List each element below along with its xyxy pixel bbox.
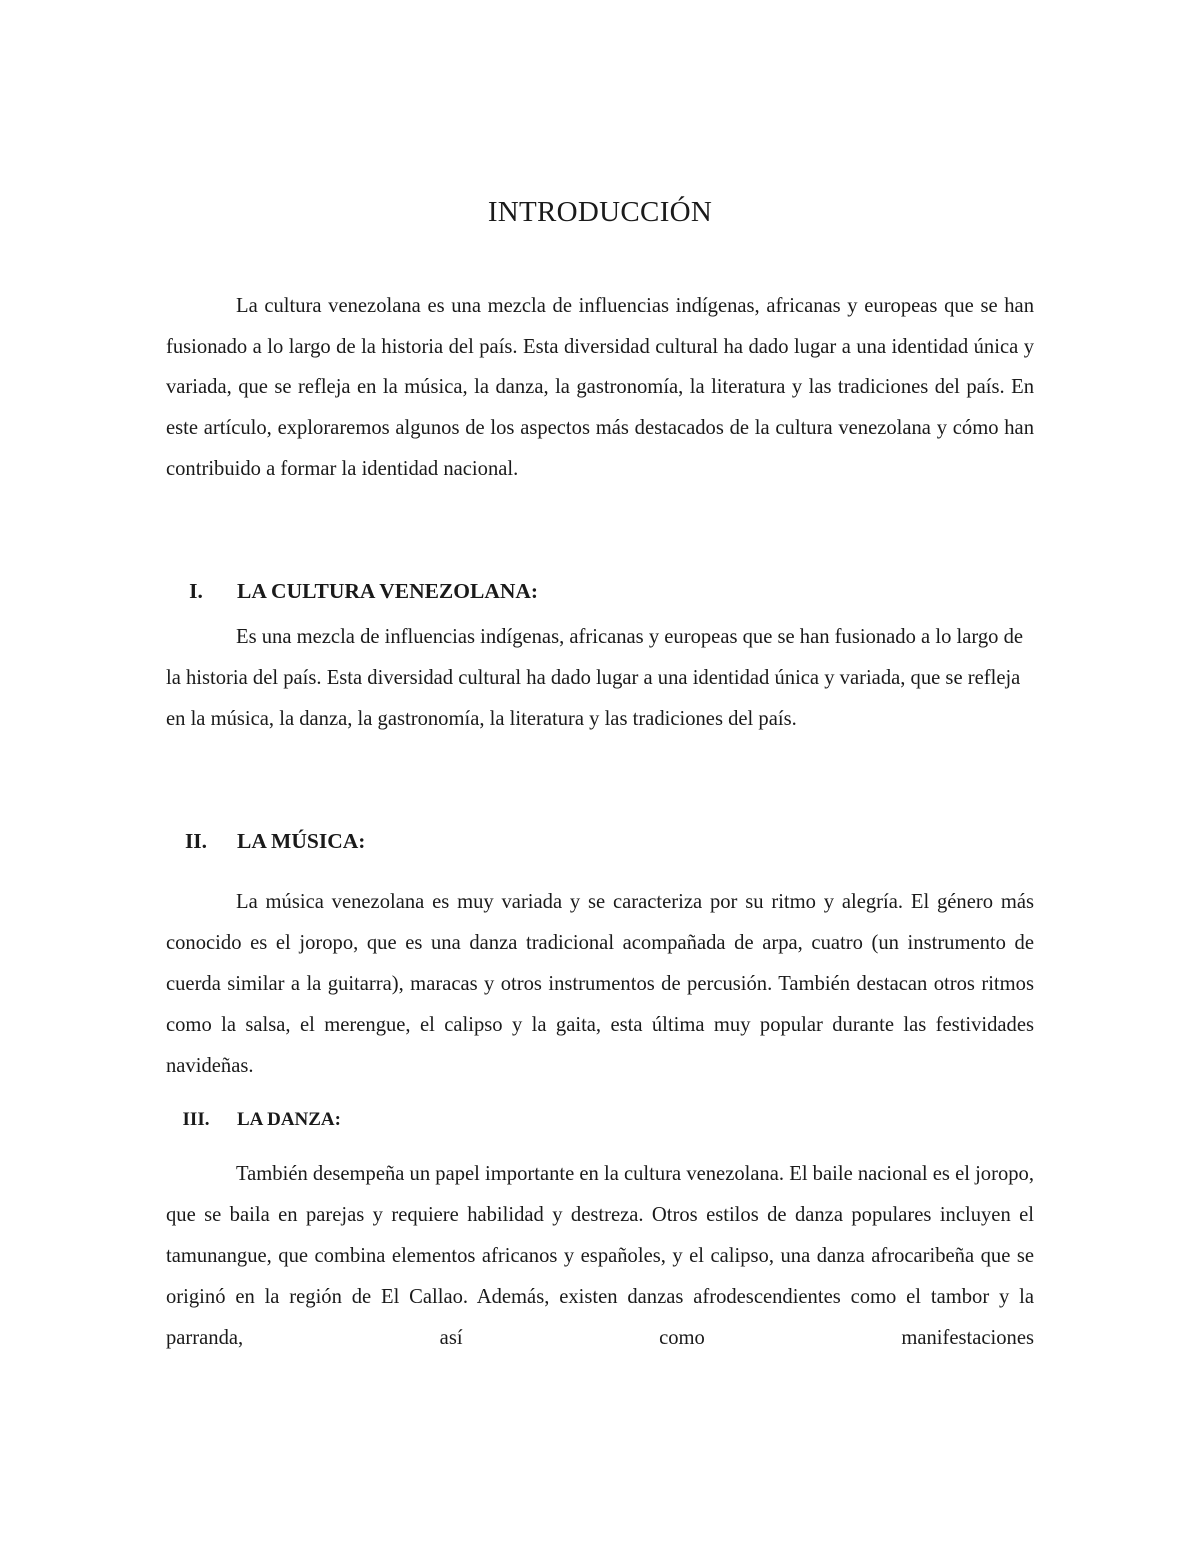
section-body-1: Es una mezcla de influencias indígenas, africanas y europeas que se han fusionado a lo largo de la historia del país. Esta diversidad cultural ha dado lugar a una identidad única y variada, que se refleja en la música, la danza, la gastronomía, la literatura y las tradiciones del país.: [166, 626, 1024, 730]
section-title-1: LA CULTURA VENEZOLANA:: [237, 579, 539, 603]
section-title-3: LA DANZA:: [237, 1109, 341, 1130]
section-heading-2: [166, 829, 1034, 859]
intro-paragraph: La cultura venezolana es una mezcla de influencias indígenas, africanas y europeas que se han fusionado a lo largo de la historia del país. Esta diversidad cultural ha dado lugar a una identidad única y variada, que se refleja en la música, la danza, la gastronomía, la literatura y las tradiciones del país. En este artículo, exploraremos algunos de los aspectos más destacados de la cultura venezolana y cómo han contribuido a formar la identidad nacional.: [166, 295, 1034, 480]
section-body-3: También desempeña un papel importante en la cultura venezolana. El baile nacional es el joropo, que se baila en parejas y requiere habilidad y destreza. Otros estilos de danza populares incluyen el tamunangue, que combina elementos africanos y españoles, y el calipso, una danza afrocaribeña que se originó en la región de El Callao. Además, existen danzas afrodescendientes como el tambor y la parranda, así como manifestaciones: [166, 1163, 1034, 1349]
section-numeral-1: I.: [189, 579, 203, 603]
section-title-2: LA MÚSICA:: [237, 829, 366, 853]
page-title: INTRODUCCIÓN: [487, 196, 713, 228]
section-heading-3: [166, 1109, 1034, 1139]
section-heading-1: [166, 579, 1034, 609]
section-body-2: La música venezolana es muy variada y se caracteriza por su ritmo y alegría. El género más conocido es el joropo, que es una danza tradicional acompañada de arpa, cuatro (un instrumento de cuerda similar a la guitarra), maracas y otros instrumentos de percusión. También destacan otros ritmos como la salsa, el merengue, el calipso y la gaita, esta última muy popular durante las festividades navideñas.: [166, 891, 1034, 1077]
section-numeral-2: II.: [184, 829, 208, 853]
section-numeral-3: III.: [182, 1109, 210, 1130]
